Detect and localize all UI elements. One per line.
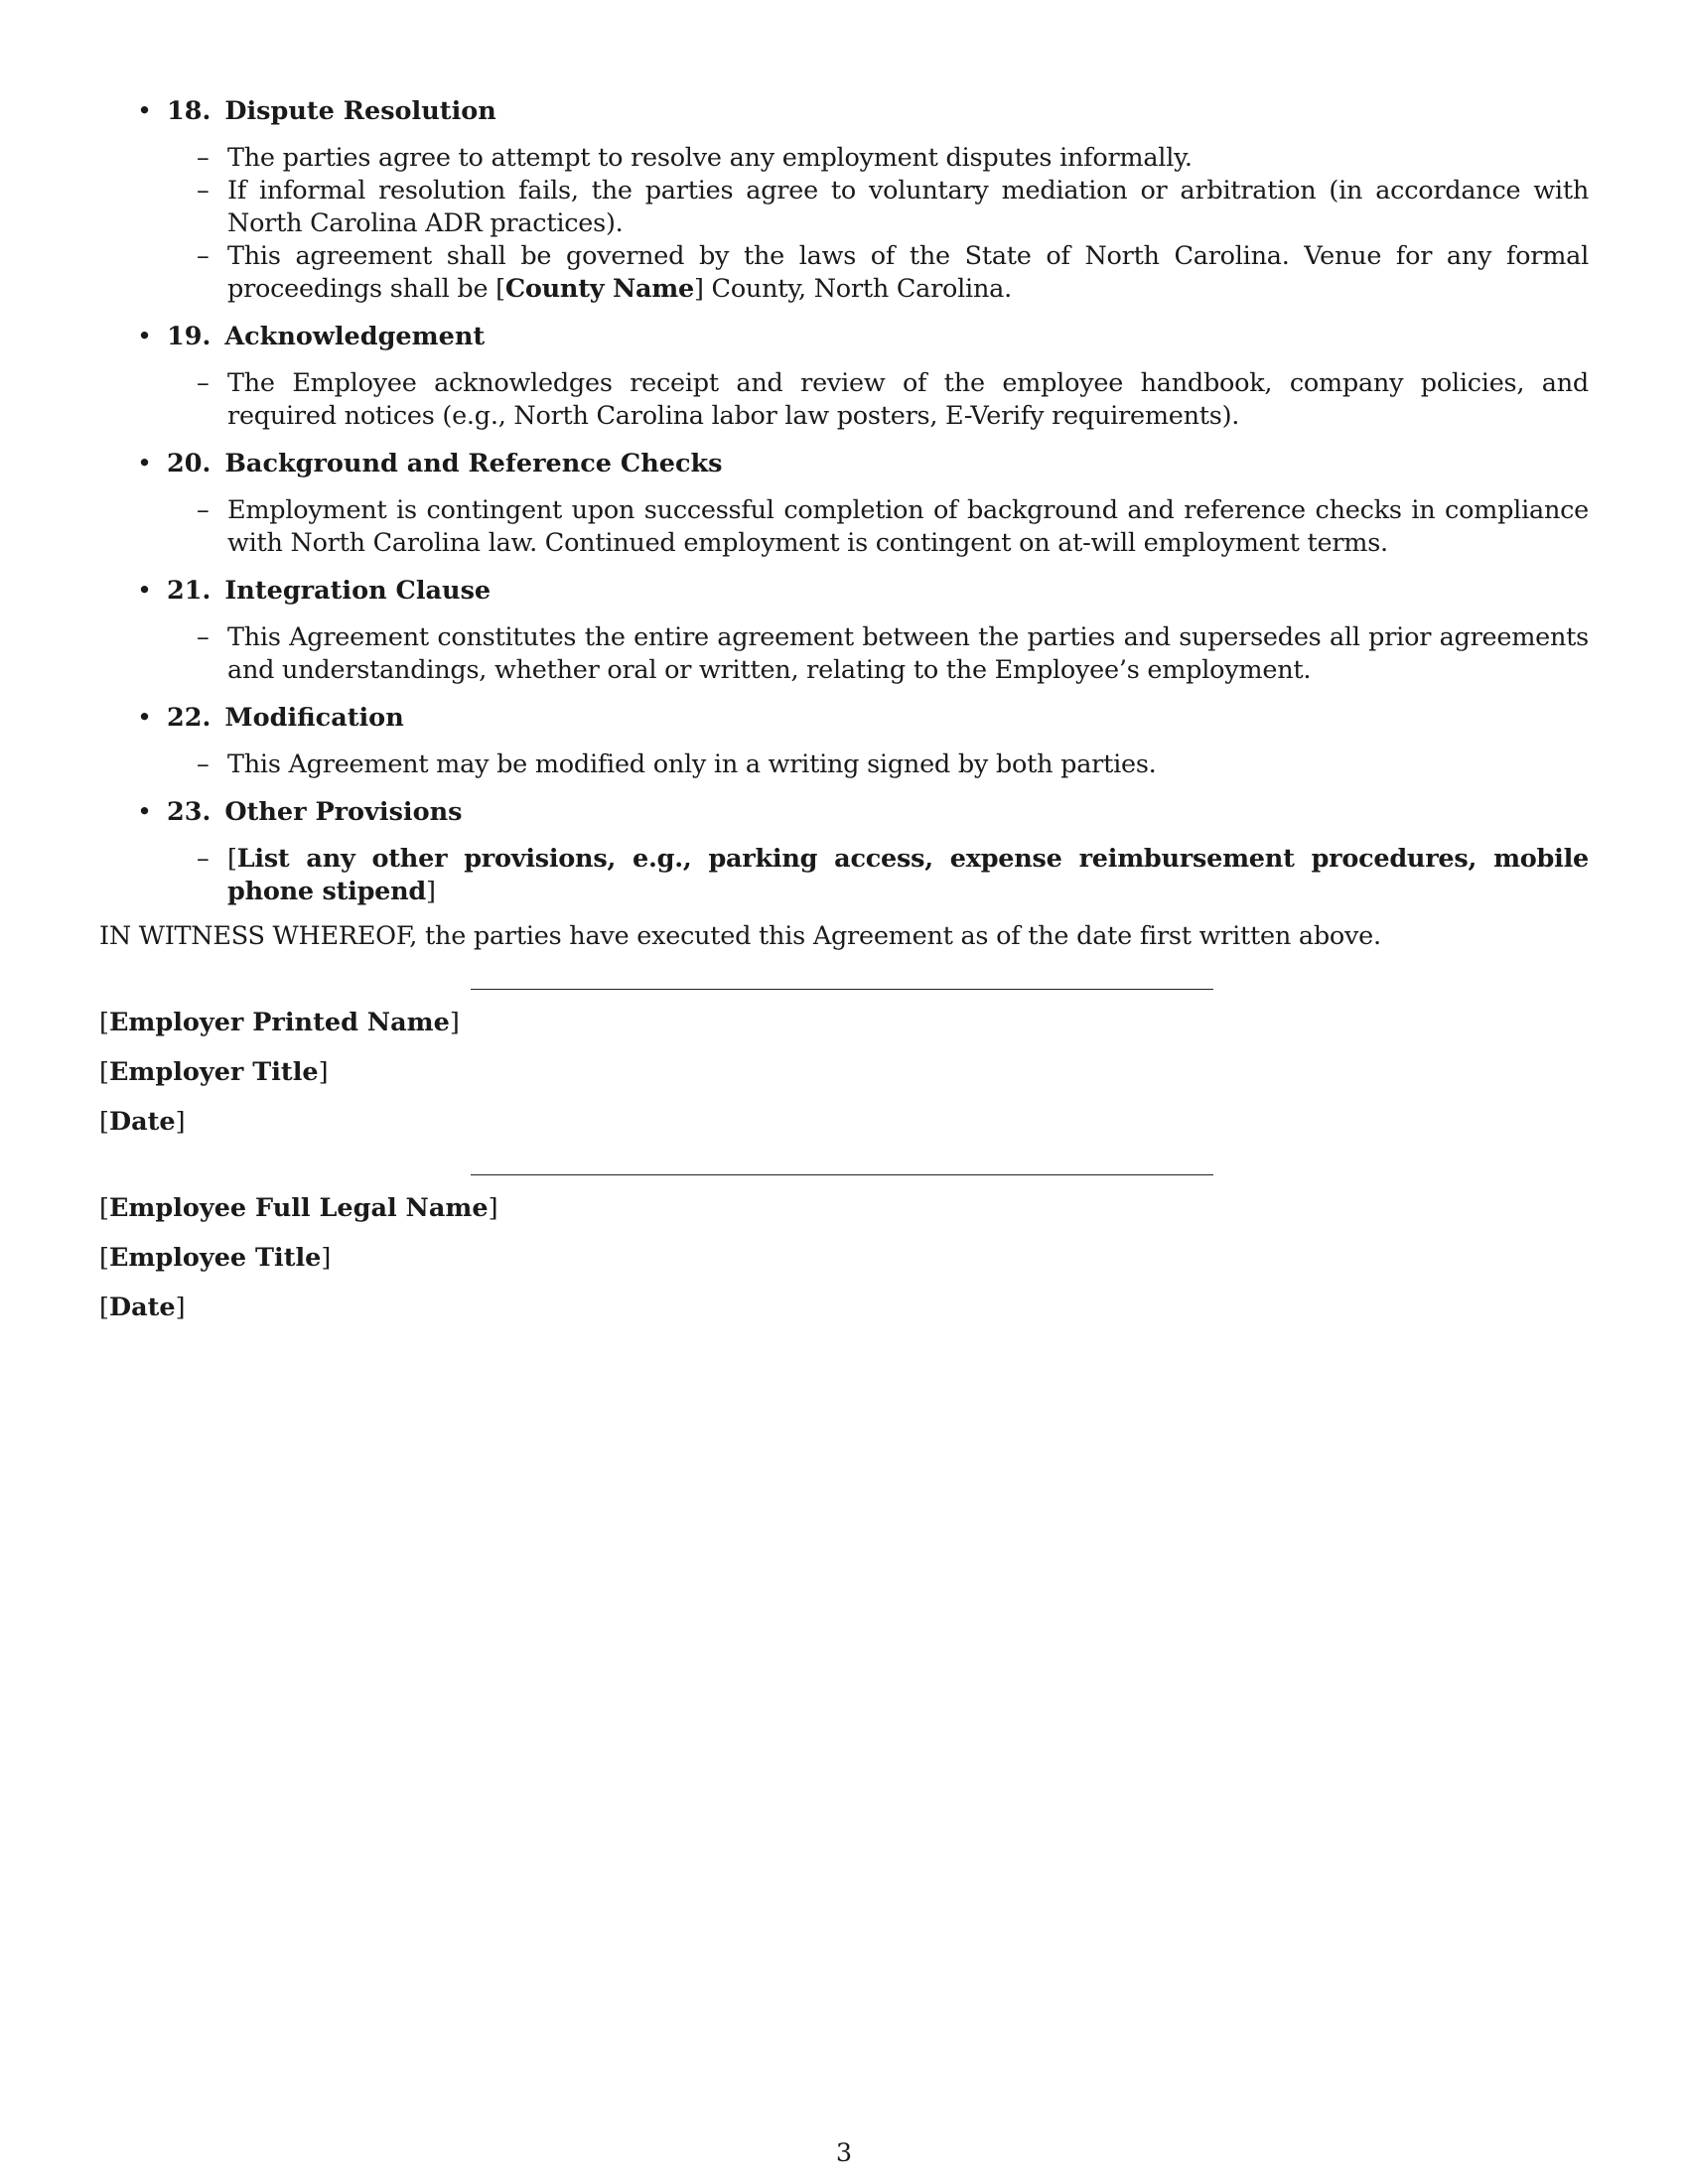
list-item [99, 494, 1589, 560]
dash-icon: – [197, 368, 210, 398]
section-number: 19. [167, 322, 211, 351]
item-text: If informal resolution fails, the parties agree to voluntary mediation or arbitration (in accordance with North Carolina ADR practices). [227, 176, 1589, 238]
dash-icon: – [197, 176, 210, 205]
bullet-icon: • [137, 449, 153, 478]
list-item [99, 175, 1589, 240]
section-title: Background and Reference Checks [224, 449, 723, 478]
dash-icon: – [197, 241, 210, 271]
item-text-post: ] [426, 877, 436, 906]
employee-full-legal-name-field: [Employee Full Legal Name] [99, 1193, 498, 1223]
bullet-icon: • [137, 96, 153, 126]
section-number: 22. [167, 703, 211, 733]
section-number: 21. [167, 576, 211, 606]
employer-printed-name: Employer Printed Name [108, 1008, 450, 1037]
item-text-pre: This agreement shall be governed by the laws of the State of North Carolina. Venue for any formal proceedings shall be [ [227, 241, 1589, 304]
employer-title: Employer Title [108, 1057, 319, 1087]
employee-signature-line [471, 1174, 1213, 1175]
document-page [99, 94, 1589, 1324]
section-title: Dispute Resolution [224, 96, 496, 126]
section-heading [99, 701, 1589, 735]
list-item [99, 142, 1589, 175]
employer-title-field: [Employer Title] [99, 1057, 329, 1087]
item-text: The Employee acknowledges receipt and review of the employee handbook, company policies, and required notices (e.g., North Carolina labor law posters, E-Verify requirements). [227, 368, 1589, 431]
item-text: Employment is contingent upon successful completion of background and reference checks in compliance with North Carolina law. Continued employment is contingent on at-will employment terms. [227, 495, 1589, 558]
section-items [99, 367, 1589, 433]
bullet-icon: • [137, 322, 153, 351]
dash-icon: – [197, 844, 210, 874]
employee-signature-block [99, 1174, 1589, 1324]
list-item [99, 240, 1589, 306]
section-items [99, 843, 1589, 908]
section-heading [99, 795, 1589, 829]
employee-full-legal-name: Employee Full Legal Name [108, 1193, 489, 1223]
section-title: Other Provisions [224, 797, 463, 827]
section-18-dispute-resolution [99, 94, 1589, 306]
employee-title-field: [Employee Title] [99, 1243, 332, 1273]
section-23-other-provisions [99, 795, 1589, 908]
section-21-integration-clause [99, 574, 1589, 687]
section-title: Integration Clause [224, 576, 492, 606]
section-19-acknowledgement [99, 320, 1589, 433]
placeholder-other-provisions: List any other provisions, e.g., parking access, expense reimbursement procedures, mobile phone stipend [227, 844, 1589, 906]
dash-icon: – [197, 750, 210, 779]
section-items [99, 749, 1589, 781]
section-heading [99, 320, 1589, 353]
dash-icon: – [197, 495, 210, 525]
bullet-icon: • [137, 797, 153, 827]
list-item [99, 749, 1589, 781]
dash-icon: – [197, 143, 210, 173]
list-item [99, 843, 1589, 908]
section-heading [99, 447, 1589, 480]
placeholder-county-name: County Name [504, 274, 694, 304]
section-items [99, 621, 1589, 687]
item-text: The parties agree to attempt to resolve any employment disputes informally. [227, 143, 1193, 173]
witness-clause: IN WITNESS WHEREOF, the parties have executed this Agreement as of the date first written above. [99, 921, 1381, 951]
list-item [99, 621, 1589, 687]
section-heading [99, 94, 1589, 128]
dash-icon: – [197, 622, 210, 652]
item-text: This Agreement may be modified only in a writing signed by both parties. [227, 750, 1157, 779]
employee-date-field: [Date] [99, 1293, 186, 1322]
employer-printed-name-field: [Employer Printed Name] [99, 1008, 460, 1037]
employer-signature-line [471, 989, 1213, 990]
bullet-icon: • [137, 703, 153, 733]
employer-date-field: [Date] [99, 1107, 186, 1137]
section-number: 23. [167, 797, 211, 827]
section-title: Modification [224, 703, 404, 733]
section-heading [99, 574, 1589, 608]
item-text: This Agreement constitutes the entire agreement between the parties and supersedes all prior agreements and understandings, whether oral or written, relating to the Employee’s employment. [227, 622, 1589, 685]
page-number: 3 [835, 2138, 853, 2168]
section-number: 20. [167, 449, 211, 478]
section-number: 18. [167, 96, 211, 126]
list-item [99, 367, 1589, 433]
employer-date: Date [108, 1107, 176, 1137]
section-items [99, 494, 1589, 560]
bullet-icon: • [137, 576, 153, 606]
employee-date: Date [108, 1293, 176, 1322]
item-text-post: ] County, North Carolina. [694, 274, 1012, 304]
section-items [99, 142, 1589, 306]
section-title: Acknowledgement [224, 322, 486, 351]
employee-title: Employee Title [108, 1243, 322, 1273]
section-20-background-checks [99, 447, 1589, 560]
employer-signature-block [99, 989, 1589, 1139]
item-text-pre: [ [227, 844, 237, 874]
section-22-modification [99, 701, 1589, 781]
